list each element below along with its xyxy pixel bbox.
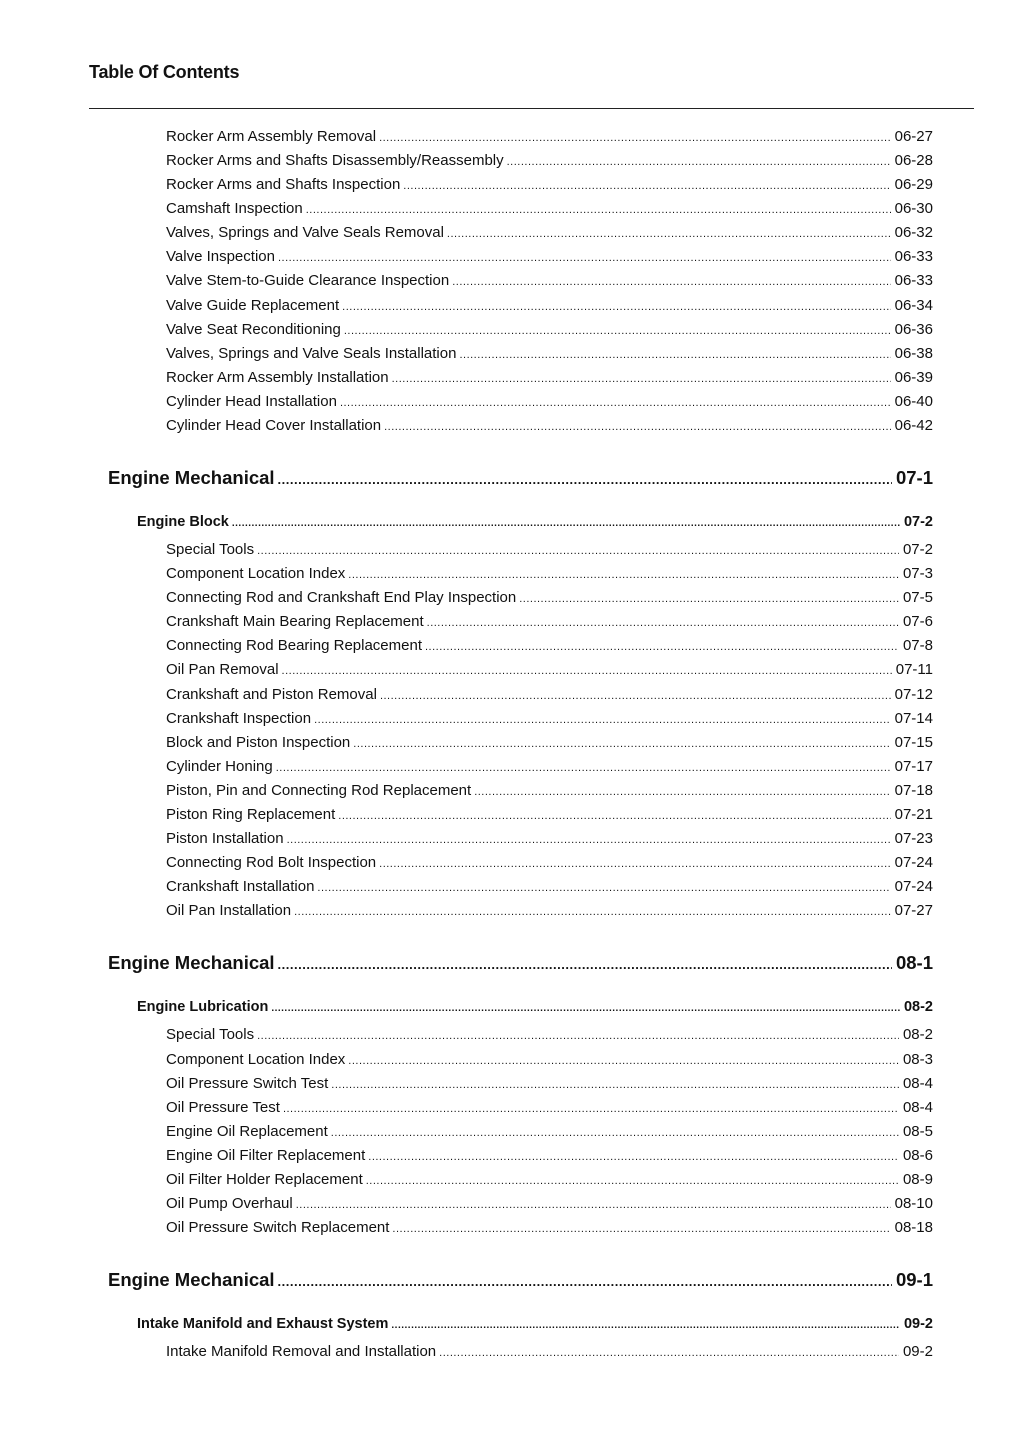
toc-page-number: 06-34 — [894, 297, 933, 314]
toc-page-number: 06-28 — [894, 152, 933, 169]
toc-page-number: 09-1 — [895, 1269, 933, 1290]
dot-leader — [348, 1055, 899, 1067]
toc-page-number: 08-2 — [903, 999, 933, 1015]
toc-entry-label: Oil Pressure Switch Replacement — [166, 1219, 390, 1236]
toc-page-number: 06-39 — [894, 369, 933, 386]
toc-entry-label: Intake Manifold and Exhaust System — [137, 1316, 389, 1332]
toc-entry[interactable] — [166, 854, 933, 871]
toc-entry-label: Oil Pump Overhaul — [166, 1195, 293, 1212]
toc-entry[interactable] — [166, 782, 933, 799]
toc-page-number: 06-32 — [894, 224, 933, 241]
toc-page-number: 08-2 — [902, 1026, 933, 1043]
dot-leader — [474, 786, 890, 798]
dot-leader — [278, 252, 891, 264]
toc-page-number: 07-2 — [903, 514, 933, 530]
toc-page-number: 06-42 — [894, 417, 933, 434]
dot-leader — [379, 858, 890, 870]
toc-page-number: 08-4 — [902, 1099, 933, 1116]
toc-subsection-heading[interactable] — [137, 1316, 933, 1332]
toc-page-number: 07-23 — [894, 830, 933, 847]
toc-entry-label: Valve Seat Reconditioning — [166, 321, 341, 338]
toc-section-heading[interactable] — [108, 467, 933, 489]
toc-page-number: 06-27 — [894, 128, 933, 145]
toc-entry-label: Connecting Rod and Crankshaft End Play Inspection — [166, 589, 517, 606]
dot-leader — [452, 276, 890, 288]
dot-leader — [283, 1103, 899, 1115]
toc-entry-label: Valve Guide Replacement — [166, 297, 340, 314]
toc-entry-label: Intake Manifold Removal and Installation — [166, 1343, 437, 1360]
toc-entry[interactable] — [166, 902, 933, 919]
toc-entry-label: Connecting Rod Bearing Replacement — [166, 637, 422, 654]
toc-entry-label: Camshaft Inspection — [166, 200, 303, 217]
toc-entry[interactable] — [166, 565, 933, 582]
toc-entry[interactable] — [166, 1099, 933, 1116]
toc-page-number: 09-2 — [902, 1343, 933, 1360]
dot-leader — [507, 156, 891, 168]
toc-page-number: 07-14 — [894, 710, 933, 727]
toc-page-number: 06-40 — [894, 393, 933, 410]
toc-entry[interactable] — [166, 321, 933, 338]
toc-page-number: 06-33 — [894, 272, 933, 289]
dot-leader — [278, 472, 892, 487]
toc-entry-label: Oil Pressure Test — [166, 1099, 280, 1116]
toc-entry[interactable] — [166, 758, 933, 775]
dot-leader — [447, 228, 891, 240]
dot-leader — [314, 714, 891, 726]
dot-leader — [331, 1079, 899, 1091]
dot-leader — [271, 1003, 900, 1014]
dot-leader — [282, 665, 892, 677]
toc-page-number: 08-5 — [902, 1123, 933, 1140]
toc-page-number: 07-8 — [902, 637, 933, 654]
toc-page-number: 07-1 — [895, 467, 933, 488]
toc-entry-label: Engine Oil Filter Replacement — [166, 1147, 366, 1164]
dot-leader — [278, 1274, 892, 1289]
toc-entry-label: Valves, Springs and Valve Seals Removal — [166, 224, 444, 241]
toc-entry[interactable] — [166, 224, 933, 241]
dot-leader — [380, 690, 891, 702]
toc-page-number: 07-24 — [894, 878, 933, 895]
toc-section-heading[interactable] — [108, 1269, 933, 1291]
toc-entry-label: Crankshaft Installation — [166, 878, 315, 895]
toc-page-number: 07-2 — [902, 541, 933, 558]
toc-entry-label: Component Location Index — [166, 1051, 346, 1068]
toc-entry-label: Connecting Rod Bolt Inspection — [166, 854, 377, 871]
toc-entry-label: Engine Oil Replacement — [166, 1123, 328, 1140]
toc-entry-label: Valves, Springs and Valve Seals Installation — [166, 345, 457, 362]
dot-leader — [294, 906, 891, 918]
toc-entry[interactable] — [166, 1123, 933, 1140]
toc-page-number: 07-5 — [902, 589, 933, 606]
toc-entry-label: Cylinder Honing — [166, 758, 273, 775]
toc-entry-label: Valve Inspection — [166, 248, 275, 265]
toc-entry-label: Oil Pan Removal — [166, 661, 279, 678]
toc-page-number: 08-9 — [902, 1171, 933, 1188]
dot-leader — [232, 518, 900, 529]
dot-leader — [344, 325, 891, 337]
toc-entry[interactable] — [166, 248, 933, 265]
dot-leader — [439, 1347, 899, 1359]
toc-entry[interactable] — [166, 1171, 933, 1188]
toc-entry-label: Component Location Index — [166, 565, 346, 582]
toc-entry[interactable] — [166, 369, 933, 386]
toc-page-number: 08-3 — [902, 1051, 933, 1068]
toc-page-number: 07-21 — [894, 806, 933, 823]
toc-entry[interactable] — [166, 661, 933, 678]
toc-entry-label: Piston Ring Replacement — [166, 806, 336, 823]
toc-entry-label: Oil Pressure Switch Test — [166, 1075, 329, 1092]
toc-entry[interactable] — [166, 1075, 933, 1092]
toc-entry[interactable] — [166, 806, 933, 823]
toc-entry[interactable] — [166, 297, 933, 314]
toc-entry[interactable] — [166, 1051, 933, 1068]
toc-section-heading[interactable] — [108, 952, 933, 974]
dot-leader — [348, 569, 899, 581]
toc-entry[interactable] — [166, 272, 933, 289]
toc-entry[interactable] — [166, 176, 933, 193]
toc-page-number: 07-27 — [894, 902, 933, 919]
toc-entry-label: Oil Pan Installation — [166, 902, 292, 919]
toc-page-number: 07-15 — [894, 734, 933, 751]
toc-entry[interactable] — [166, 541, 933, 558]
toc-entry[interactable] — [166, 1343, 933, 1360]
toc-entry-label: Engine Block — [137, 514, 229, 530]
dot-leader — [425, 641, 899, 653]
toc-entry[interactable] — [166, 152, 933, 169]
toc-page-number: 07-3 — [902, 565, 933, 582]
toc-entry[interactable] — [166, 686, 933, 703]
toc-entry[interactable] — [166, 1195, 933, 1212]
toc-entry[interactable] — [166, 1219, 933, 1236]
toc-entry[interactable] — [166, 637, 933, 654]
toc-entry-label: Crankshaft Inspection — [166, 710, 312, 727]
toc-entry[interactable] — [166, 200, 933, 217]
toc-page-number: 06-36 — [894, 321, 933, 338]
dot-leader — [340, 397, 891, 409]
dot-leader — [278, 957, 892, 972]
toc-entry-label: Rocker Arm Assembly Removal — [166, 128, 377, 145]
toc-entry-label: Piston, Pin and Connecting Rod Replacement — [166, 782, 472, 799]
toc-entry-label: Crankshaft Main Bearing Replacement — [166, 613, 424, 630]
toc-entry[interactable] — [166, 393, 933, 410]
header-divider — [89, 108, 974, 109]
toc-page-number: 08-1 — [895, 952, 933, 973]
toc-page-number: 08-18 — [894, 1219, 933, 1236]
toc-page-number: 06-29 — [894, 176, 933, 193]
dot-leader — [403, 180, 890, 192]
toc-entry-label: Block and Piston Inspection — [166, 734, 351, 751]
dot-leader — [379, 132, 891, 144]
toc-page-number: 08-6 — [902, 1147, 933, 1164]
toc-entry[interactable] — [166, 710, 933, 727]
toc-subsection-heading[interactable] — [137, 514, 933, 530]
toc-entry-label: Piston Installation — [166, 830, 284, 847]
toc-page-number: 07-12 — [894, 686, 933, 703]
toc-page-number: 06-30 — [894, 200, 933, 217]
dot-leader — [391, 1320, 900, 1331]
dot-leader — [276, 762, 891, 774]
toc-entry-label: Oil Filter Holder Replacement — [166, 1171, 363, 1188]
toc-entry-label: Engine Mechanical — [108, 952, 275, 973]
toc-entry-label: Valve Stem-to-Guide Clearance Inspection — [166, 272, 450, 289]
toc-entry[interactable] — [166, 878, 933, 895]
toc-entry-label: Crankshaft and Piston Removal — [166, 686, 377, 703]
toc-entry[interactable] — [166, 417, 933, 434]
dot-leader — [257, 1030, 899, 1042]
toc-page-number: 09-2 — [903, 1316, 933, 1332]
toc-entry[interactable] — [166, 734, 933, 751]
toc-entry[interactable] — [166, 128, 933, 145]
toc-page-number: 07-11 — [895, 661, 933, 678]
toc-entry-label: Rocker Arm Assembly Installation — [166, 369, 389, 386]
dot-leader — [368, 1151, 899, 1163]
toc-subsection-heading[interactable] — [137, 999, 933, 1015]
toc-page-number: 06-38 — [894, 345, 933, 362]
dot-leader — [331, 1127, 899, 1139]
toc-page-number: 08-10 — [894, 1195, 933, 1212]
toc-entry-label: Cylinder Head Installation — [166, 393, 337, 410]
dot-leader — [427, 617, 899, 629]
toc-entry[interactable] — [166, 1147, 933, 1164]
toc-page-number: 07-6 — [902, 613, 933, 630]
toc-entry-label: Special Tools — [166, 1026, 255, 1043]
dot-leader — [519, 593, 899, 605]
dot-leader — [296, 1199, 891, 1211]
dot-leader — [257, 545, 899, 557]
toc-entry[interactable] — [166, 345, 933, 362]
dot-leader — [392, 373, 891, 385]
dot-leader — [392, 1223, 890, 1235]
toc-entry-label: Special Tools — [166, 541, 255, 558]
toc-page-number: 06-33 — [894, 248, 933, 265]
toc-entry-label: Engine Mechanical — [108, 467, 275, 488]
toc-page-number: 07-18 — [894, 782, 933, 799]
toc-entry-label: Engine Mechanical — [108, 1269, 275, 1290]
dot-leader — [342, 301, 890, 313]
toc-entry[interactable] — [166, 1026, 933, 1043]
toc-page-number: 08-4 — [902, 1075, 933, 1092]
toc-entry[interactable] — [166, 589, 933, 606]
toc-page-number: 07-24 — [894, 854, 933, 871]
toc-entry-label: Engine Lubrication — [137, 999, 269, 1015]
toc-entry[interactable] — [166, 613, 933, 630]
dot-leader — [459, 349, 890, 361]
dot-leader — [353, 738, 890, 750]
toc-entry[interactable] — [166, 830, 933, 847]
toc-entry-label: Rocker Arms and Shafts Disassembly/Reassembly — [166, 152, 504, 169]
dot-leader — [306, 204, 891, 216]
page-title: Table Of Contents — [89, 62, 240, 82]
dot-leader — [317, 882, 890, 894]
dot-leader — [287, 834, 891, 846]
toc-entry-label: Rocker Arms and Shafts Inspection — [166, 176, 401, 193]
dot-leader — [366, 1175, 899, 1187]
dot-leader — [384, 421, 891, 433]
toc-page-number: 07-17 — [894, 758, 933, 775]
dot-leader — [338, 810, 890, 822]
toc-entry-label: Cylinder Head Cover Installation — [166, 417, 382, 434]
